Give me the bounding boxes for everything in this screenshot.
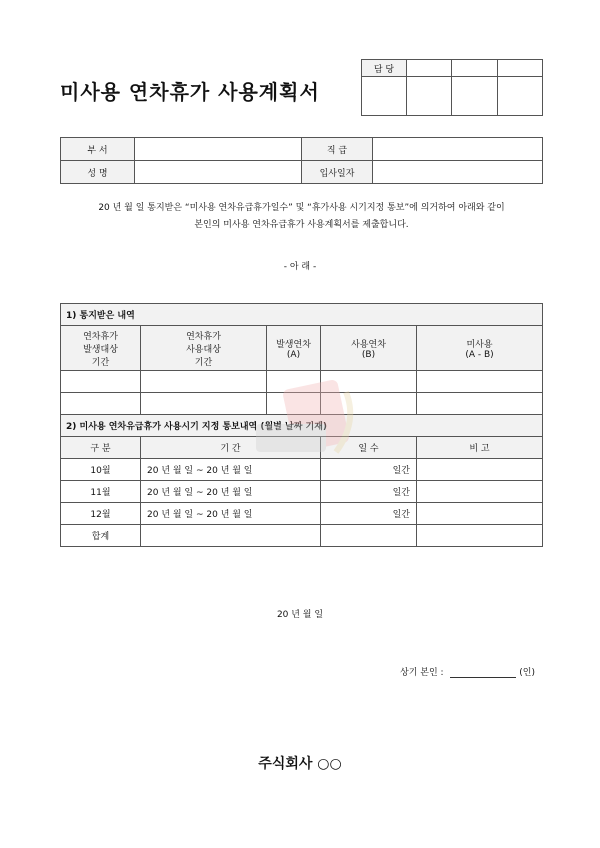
header-used-leave: 사용연차 (B) (321, 326, 417, 371)
used-leave-cell[interactable] (321, 371, 417, 393)
header-unused-leave: 미사용 (A - B) (417, 326, 543, 371)
join-date-label: 입사일자 (302, 161, 373, 184)
dept-field[interactable] (135, 138, 302, 161)
use-period-cell[interactable] (141, 393, 267, 415)
approval-box (361, 59, 543, 116)
leave-plan-table (60, 303, 543, 547)
approval-cell[interactable] (407, 60, 452, 77)
name-field[interactable] (135, 161, 302, 184)
days-field[interactable]: 일간 (321, 503, 417, 525)
header-issue-period: 연차휴가 발생대상 기간 (61, 326, 141, 371)
header-note: 비 고 (417, 437, 543, 459)
issued-leave-cell[interactable] (267, 371, 321, 393)
month-label: 10월 (61, 459, 141, 481)
use-period-cell[interactable] (141, 371, 267, 393)
issue-period-cell[interactable] (61, 371, 141, 393)
note-field[interactable] (417, 459, 543, 481)
total-period-field[interactable] (141, 525, 321, 547)
header-days: 일 수 (321, 437, 417, 459)
header-use-period: 연차휴가 사용대상 기간 (141, 326, 267, 371)
intro-line: 20 년 월 일 통지받은 “미사용 연차유급휴가일수” 및 “휴가사용 시기지정 통보”에 의거하여 아래와 같이 (98, 203, 505, 213)
approval-sign-cell[interactable] (362, 77, 407, 116)
month-label: 11월 (61, 481, 141, 503)
period-field[interactable]: 20 년 월 일 ~ 20 년 월 일 (141, 503, 321, 525)
period-field[interactable]: 20 년 월 일 ~ 20 년 월 일 (141, 459, 321, 481)
issue-period-cell[interactable] (61, 393, 141, 415)
seal-label: (인) (519, 668, 535, 678)
name-label: 성 명 (61, 161, 135, 184)
header-issued-leave: 발생연차 (A) (267, 326, 321, 371)
approval-label: 담 당 (362, 60, 407, 77)
unused-leave-cell[interactable] (417, 371, 543, 393)
total-label: 합계 (61, 525, 141, 547)
month-label: 12월 (61, 503, 141, 525)
signature-field[interactable] (450, 667, 516, 678)
approval-sign-cell[interactable] (497, 77, 542, 116)
unused-leave-cell[interactable] (417, 393, 543, 415)
employee-info-table (60, 137, 543, 184)
company-name: 주식회사 ○○ (258, 756, 342, 772)
issued-leave-cell[interactable] (267, 393, 321, 415)
dept-label: 부 서 (61, 138, 135, 161)
note-field[interactable] (417, 481, 543, 503)
signature-label: 상기 본인 : (400, 668, 444, 678)
approval-sign-cell[interactable] (407, 77, 452, 116)
header-period: 기 간 (141, 437, 321, 459)
period-field[interactable]: 20 년 월 일 ~ 20 년 월 일 (141, 481, 321, 503)
total-days-field[interactable] (321, 525, 417, 547)
note-field[interactable] (417, 503, 543, 525)
days-field[interactable]: 일간 (321, 481, 417, 503)
join-date-field[interactable] (373, 161, 543, 184)
position-field[interactable] (373, 138, 543, 161)
intro-text (60, 200, 543, 234)
approval-cell[interactable] (452, 60, 497, 77)
approval-sign-cell[interactable] (452, 77, 497, 116)
intro-line: 본인의 미사용 연차유급휴가 사용계획서를 제출합니다. (194, 220, 409, 230)
section1-title: 1) 통지받은 내역 (61, 304, 543, 326)
approval-cell[interactable] (497, 60, 542, 77)
total-note-field[interactable] (417, 525, 543, 547)
days-field[interactable]: 일간 (321, 459, 417, 481)
page-title: 미사용 연차휴가 사용계획서 (60, 80, 320, 104)
submission-date: 20 년 월 일 (276, 610, 324, 620)
position-label: 직 급 (302, 138, 373, 161)
signature-line (400, 665, 535, 678)
section2-title: 2) 미사용 연차유급휴가 사용시기 지정 통보내역 (월별 날짜 기재) (61, 415, 543, 437)
used-leave-cell[interactable] (321, 393, 417, 415)
header-category: 구 분 (61, 437, 141, 459)
below-heading: - 아 래 - (283, 262, 317, 272)
